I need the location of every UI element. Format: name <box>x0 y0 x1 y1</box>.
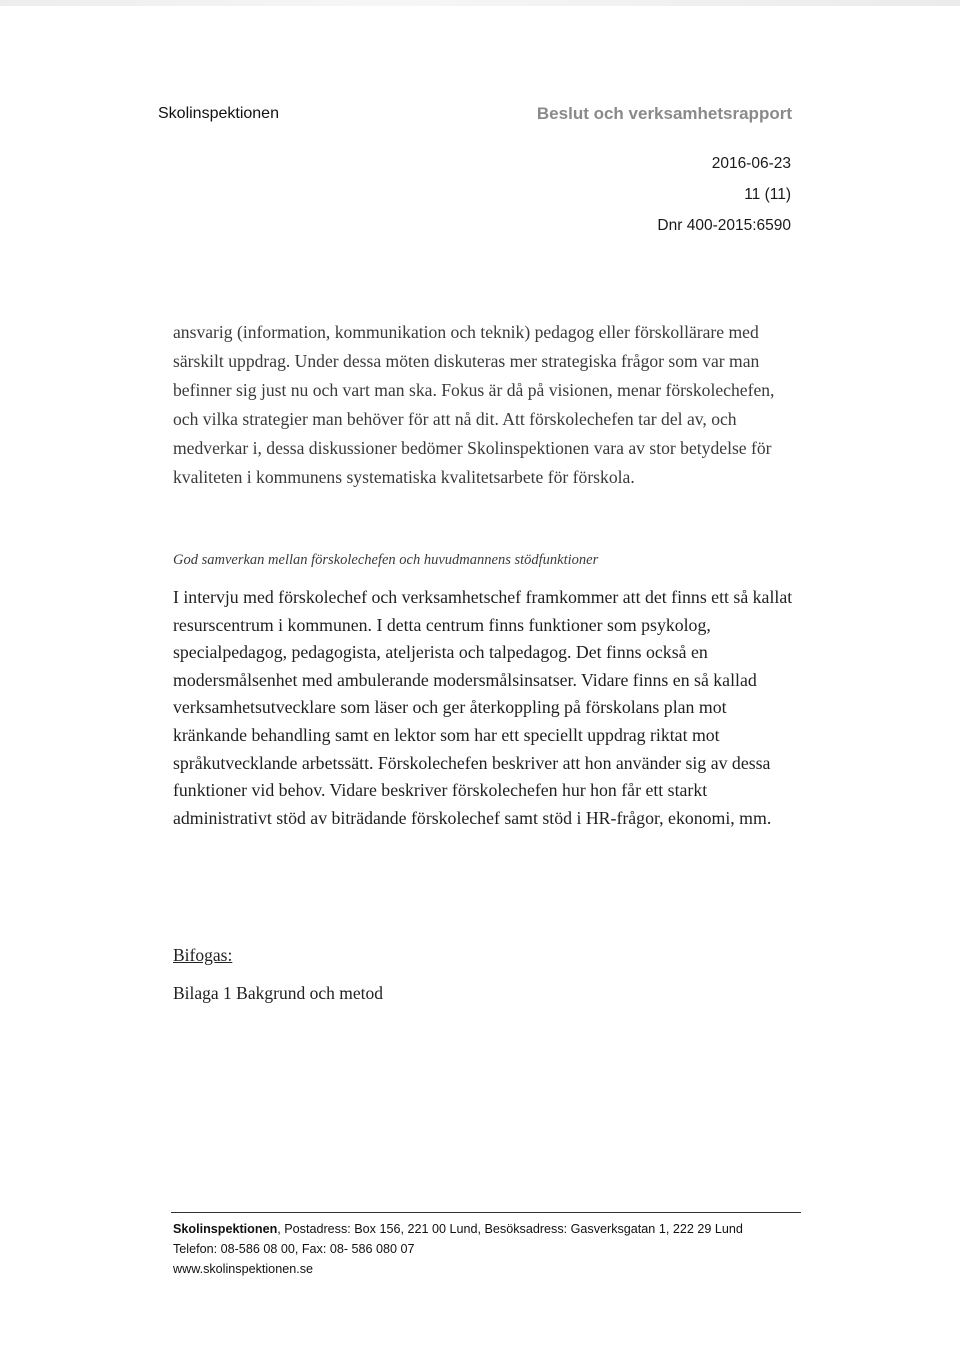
footer-address <box>173 1219 743 1239</box>
header-org: Skolinspektionen <box>158 105 279 122</box>
body-paragraph-1: ansvarig (information, kommunikation och teknik) pedagog eller förskollärare med särskilt uppdrag. Under dessa möten diskuteras mer strategiska frågor som var man befinner sig just nu och vart man ska. Fokus är då på visionen, menar förskolechefen, och vilka strategier man behöver för att nå dit. Att förskolechefen tar del av, och medverkar i, dessa diskussioner bedömer Skolinspektionen vara av stor betydelse för kvaliteten i kommunens systematiska kvalitetsarbete för förskola. <box>173 322 775 487</box>
header-meta <box>657 148 791 241</box>
section-subheading: God samverkan mellan förskolechefen och huvudmannens stödfunktioner <box>173 552 599 568</box>
document-date: 2016-06-23 <box>711 155 791 172</box>
attachments-heading: Bifogas: <box>173 945 233 965</box>
body-paragraph-2: I intervju med förskolechef och verksamhetschef framkommer att det finns ett så kallat resurscentrum i kommunen. I detta centrum finns funktioner som psykolog, specialpedagog, pedagogista, ateljerista och talpedagog. Det finns också en modersmålsenhet med ambulerande modersmålsinsatser. Vidare finns en så kallad verksamhetsutvecklare som läser och ger återkoppling på förskolans plan mot kränkande behandling samt en lektor som har ett speciellt uppdrag riktat mot språkutvecklande arbetssätt. Förskolechefen beskriver att hon använder sig av dessa funktioner vid behov. Vidare beskriver förskolechefen hur hon får ett starkt administrativt stöd av biträdande förskolechef samt stöd i HR-frågor, ekonomi, mm. <box>173 587 793 828</box>
case-number: Dnr 400-2015:6590 <box>657 217 791 234</box>
footer-org: Skolinspektionen <box>173 1222 278 1236</box>
footer-website: www.skolinspektionen.se <box>173 1262 314 1276</box>
footer-phone: Telefon: 08-586 08 00, Fax: 08- 586 080 07 <box>173 1242 415 1256</box>
attachment-item: Bilaga 1 Bakgrund och metod <box>173 983 383 1003</box>
page-number: 11 (11) <box>744 186 791 203</box>
scan-edge <box>0 0 960 6</box>
footer <box>173 1219 743 1279</box>
footer-address-text: , Postadress: Box 156, 221 00 Lund, Besöksadress: Gasverksgatan 1, 222 29 Lund <box>277 1222 743 1236</box>
header-doc-type: Beslut och verksamhetsrapport <box>536 104 792 123</box>
footer-divider <box>171 1212 801 1213</box>
